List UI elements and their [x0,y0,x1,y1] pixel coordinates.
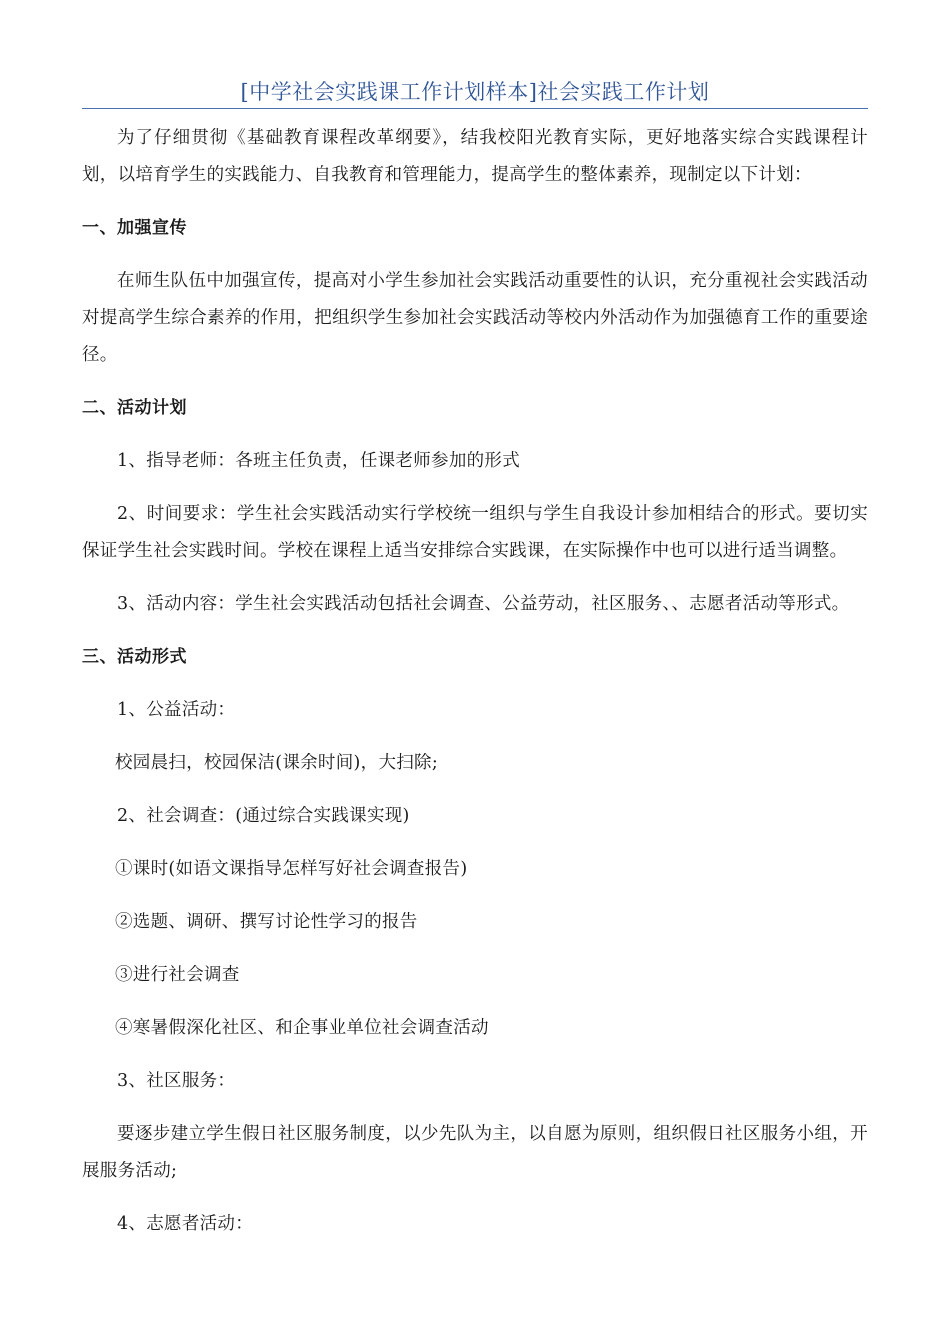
survey-step-3: ③进行社会调查 [115,965,240,985]
form-public-welfare-title: 1、公益活动： [117,700,236,720]
document-body [82,120,868,1259]
survey-step-2: ②选题、调研、撰写讨论性学习的报告 [115,912,418,932]
document-title: [中学社会实践课工作计划样本]社会实践工作计划 [240,80,710,104]
title-underline [82,108,868,109]
section-publicity-paragraph: 在师生队伍中加强宣传，提高对小学生参加社会实践活动重要性的认识，充分重视社会实践活动对提高学生综合素养的作用，把组织学生参加社会实践活动等校内外活动作为加强德育工作的重要途径。 [82,271,868,365]
survey-step-4: ④寒暑假深化社区、和企事业单位社会调查活动 [115,1018,489,1038]
section-heading-publicity: 一、加强宣传 [82,218,187,238]
survey-step-1: ①课时(如语文课指导怎样写好社会调查报告) [115,859,468,879]
intro-paragraph: 为了仔细贯彻《基础教育课程改革纲要》，结我校阳光教育实际，更好地落实综合实践课程计划，以培育学生的实践能力、自我教育和管理能力，提高学生的整体素养，现制定以下计划： [82,128,868,185]
plan-item-time-requirements: 2、时间要求：学生社会实践活动实行学校统一组织与学生自我设计参加相结合的形式。要切实保证学生社会实践时间。学校在课程上适当安排综合实践课，在实际操作中也可以进行适当调整。 [82,504,868,561]
form-volunteer-title: 4、志愿者活动： [117,1214,254,1234]
form-community-service-title: 3、社区服务： [117,1071,236,1091]
form-public-welfare-detail: 校园晨扫，校园保洁(课余时间)，大扫除; [115,753,439,773]
section-heading-activity-plan: 二、活动计划 [82,398,187,418]
form-social-survey-title: 2、社会调查：(通过综合实践课实现) [117,806,410,826]
plan-item-activity-content: 3、活动内容：学生社会实践活动包括社会调查、公益劳动，社区服务、、志愿者活动等形式。 [117,594,850,614]
plan-item-instructors: 1、指导老师：各班主任负责，任课老师参加的形式 [117,451,521,471]
form-community-service-detail: 要逐步建立学生假日社区服务制度，以少先队为主，以自愿为原则，组织假日社区服务小组，开展服务活动; [82,1124,868,1181]
section-heading-activity-forms: 三、活动形式 [82,647,187,667]
